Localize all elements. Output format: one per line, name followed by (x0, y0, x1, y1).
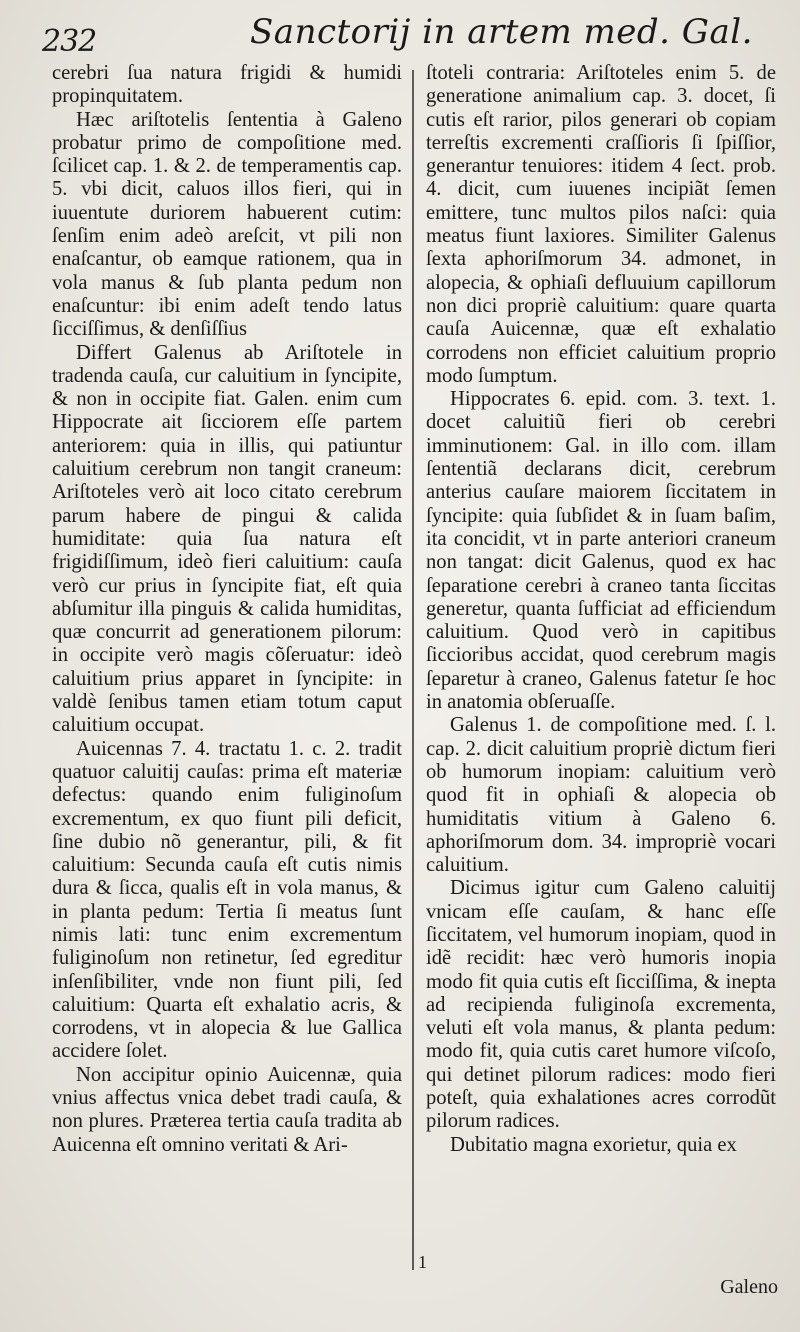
paragraph: Non accipitur opinio Auicennæ, quia vnius affectus vnica debet tradi cauſa, & non plures. Præterea tertia cauſa tradita ab Auicenna eſt omnino veritati & Ari- (52, 1063, 402, 1156)
page-header (0, 8, 800, 60)
right-column (426, 62, 776, 1157)
paragraph: Hæc ariſtotelis ſententia à Galeno probatur primo de compoſitione med. ſcilicet cap. 1. & 2. de temperamentis cap. 5. vbi dicit, caluos illos fieri, qui in iuuentute duriorem habuerent cutim: ſenſim enim adeò areſcit, vt pili non enaſcantur, ob eamque rationem, qua in vola manus & ſub planta pedum non enaſcuntur: ibi enim adeſt tendo latus ſicciſſimus, & denſiſſius (52, 108, 402, 341)
paragraph: ſtoteli contraria: Ariſtoteles enim 5. de generatione animalium cap. 3. docet, ſi cutis eſt rarior, pilos generari ob copiam terreſtis excrementi craſſioris ſi ſpiſſior, generantur tenuiores: itidem 4 ſect. prob. 4. dicit, cum iuuenes incipiãt ſemen emittere, tunc multos pilos naſci: quia meatus fiunt laxiores. Similiter Galenus ſexta aphoriſmorum 34. admonet, in alopecia, & ophiaſi defluuium capillorum non dici propriè caluitium: quare quarta cauſa Auicennæ, quæ eſt exhalatio corrodens non efficiet caluitium proprio modo ſumptum. (426, 62, 776, 387)
running-title: Sanctorij in artem med. Gal. (250, 12, 753, 52)
catchword: Galeno (720, 1276, 778, 1298)
column-divider (412, 70, 414, 1270)
left-column (52, 62, 402, 1157)
page-number: 232 (42, 24, 97, 59)
paragraph: Hippocrates 6. epid. com. 3. text. 1. docet caluitiũ fieri ob cerebri imminutionem: Gal. in illo com. illam ſententiã declarans dicit, cerebrum anterius cauſare maiorem ſiccitatem in ſyncipite: quia ſubſidet & in ſuam baſim, ita concidit, vt in parte anteriori craneum non tangat: dicit Galenus, quod ex hac ſeparatione cerebri à craneo tanta ſiccitas generetur, quanta ſufficiat ad efficiendum caluitium. Quod verò in capitibus ſiccioribus accidat, quod cerebrum magis ſeparetur à craneo, Galenus fatetur ſe hoc in anatomia obſeruaſſe. (426, 388, 776, 714)
paragraph: Galenus 1. de compoſitione med. ſ. l. cap. 2. dicit caluitium propriè dictum fieri ob humorum inopiam: caluitium verò quod fit in ophiaſi & alopecia ob humiditatis vitium à Galeno 6. aphoriſmorum dom. 34. impropriè vocari caluitium. (426, 714, 776, 877)
paragraph: Dicimus igitur cum Galeno caluitij vnicam eſſe cauſam, & hanc eſſe ſiccitatem, vel humorum inopiam, quod in idẽ recidit: hæc verò humoris inopia modo fit quia cutis eſt ſicciſſima, & inepta ad recipienda fuliginoſa excrementa, veluti eſt vola manus, & planta pedum: modo fit, quia cutis caret humore viſcoſo, qui detinet pilorum radices: modo fieri poteſt, quia exhalationes acres corrodũt pilorum radices. (426, 877, 776, 1133)
paragraph: Differt Galenus ab Ariſtotele in tradenda cauſa, cur caluitium in ſyncipite, & non in occipite fiat. Galen. enim cum Hippocrate ait ſicciorem eſſe partem anteriorem: quia in illis, qui patiuntur caluitium cerebrum non tangit craneum: Ariſtoteles verò ait loco citato cerebrum parum habere de pingui & calida humiditate: quia ſua natura eſt frigidiſſimum, ideò fieri caluitium: cauſa verò cur prius in ſyncipite fiat, eſt quia abſumitur illa pinguis & calida humiditas, quæ concurrit ad generationem pilorum: in occipite verò magis cõſeruatur: ideò caluitium prius apparet in ſyncipite: in valdè ſenibus tamen etiam totum caput caluitium occupat. (52, 341, 402, 737)
paragraph: cerebri ſua natura frigidi & humidi propinquitatem. (52, 62, 402, 108)
margin-number: 1 (418, 1252, 427, 1272)
paragraph: Dubitatio magna exorietur, quia ex (450, 1133, 737, 1156)
paragraph: Auicennas 7. 4. tractatu 1. c. 2. tradit quatuor caluitij cauſas: prima eſt materiæ defectus: quando enim fuliginoſum excrementum, ex quo fiunt pili deficit, ſine dubio nõ generantur, pili, & fit caluitium: Secunda cauſa eſt cutis nimis dura & ſicca, qualis eſt in vola manus, & in planta pedum: Tertia ſi meatus ſunt nimis lati: tunc enim excrementum fuliginoſum non retinetur, ſed egreditur inſenſibiliter, vnde non fiunt pili, ſed caluitium: Quarta eſt exhalatio acris, & corrodens, vt in alopecia & lue Gallica accidere ſolet. (52, 737, 402, 1063)
